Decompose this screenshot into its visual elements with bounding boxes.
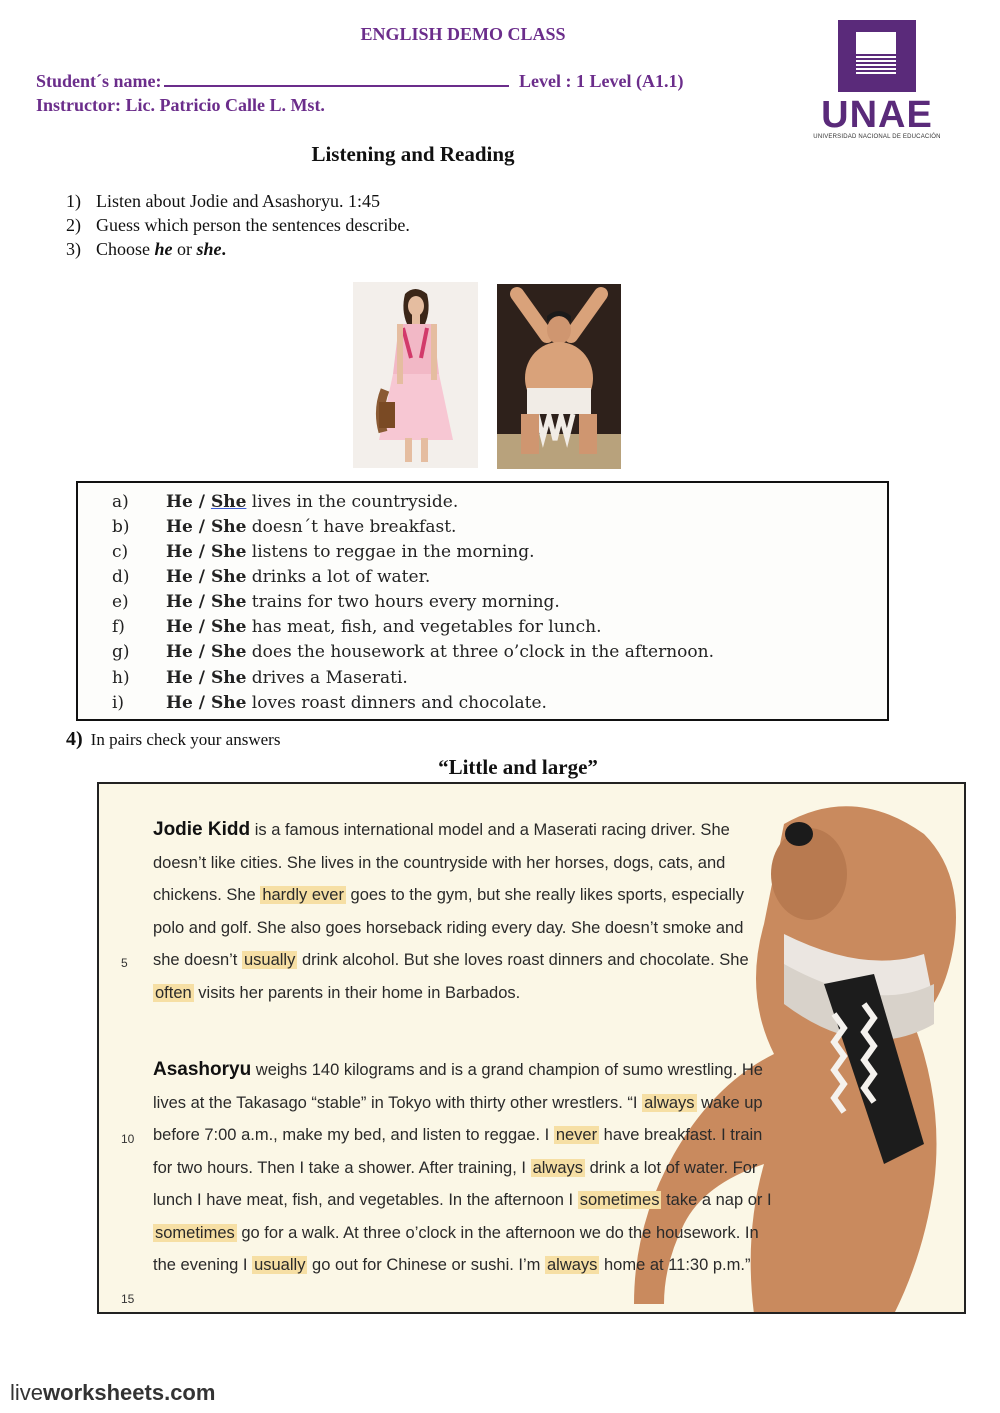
he-option[interactable]: He bbox=[166, 492, 193, 512]
sentence-item: g) He / She does the housework at three o’clock in the afternoon. bbox=[112, 642, 714, 662]
instruction-item: 3) Choose he or she. bbox=[66, 239, 227, 259]
sentence-item: h) He / She drives a Maserati. bbox=[112, 668, 408, 688]
she-option[interactable]: She bbox=[210, 668, 247, 688]
instructions-list bbox=[66, 189, 410, 261]
student-name-blank[interactable] bbox=[164, 71, 509, 87]
sentence-item: c) He / She listens to reggae in the morning. bbox=[112, 542, 535, 562]
sentence-item: f) He / She has meat, fish, and vegetables for lunch. bbox=[112, 617, 602, 637]
she-option[interactable]: She bbox=[210, 617, 247, 637]
logo-subtitle: UNIVERSIDAD NACIONAL DE EDUCACIÓN bbox=[813, 134, 941, 140]
class-title: ENGLISH DEMO CLASS bbox=[360, 24, 566, 44]
instructor-line: Instructor: Lic. Patricio Calle L. Mst. bbox=[36, 95, 325, 115]
she-option[interactable]: She bbox=[210, 592, 247, 612]
she-option[interactable]: She bbox=[210, 642, 247, 662]
instruction-item: 2) Guess which person the sentences describe. bbox=[66, 215, 410, 235]
unae-logo bbox=[810, 20, 944, 142]
liveworksheets-footer: liveworksheets.com bbox=[10, 1380, 216, 1405]
she-option[interactable]: She bbox=[210, 542, 247, 562]
she-option[interactable]: She bbox=[210, 492, 247, 512]
she-option[interactable]: She bbox=[210, 693, 247, 713]
he-option[interactable]: He bbox=[166, 517, 193, 537]
sentence-item: b) He / She doesn´t have breakfast. bbox=[112, 517, 457, 537]
logo-wordmark: UNAE bbox=[821, 94, 933, 136]
asashoryu-paragraph: Asashoryu weighs 140 kilograms and is a grand champion of sumo wrestling. He lives at the Takasago “stable” in Tokyo with thirty other wrestlers. “I always wake up before 7:00 a.m., make my bed, and listen to reggae. I never have breakfast. I train for two hours. Then I take a shower. After training, I always drink a lot of water. For lunch I have meat, fish, and vegetables. In the afternoon I sometimes take a nap or I sometimes go for a walk. At three o’clock in the afternoon we do the housework. In the evening I usually go out for Chinese or sushi. I’m always home at 11:30 p.m.” bbox=[153, 1059, 772, 1274]
jodie-paragraph: Jodie Kidd is a famous international model and a Maserati racing driver. She doesn’t like cities. She lives in the countryside with her horses, dogs, cats, and chickens. She hardly ever goes to the gym, but she really likes sports, especially polo and golf. She also goes horseback riding every day. She doesn’t smoke and she doesn’t usually drink alcohol. But she loves roast dinners and chocolate. She often visits her parents in their home in Barbados. bbox=[153, 819, 749, 1002]
he-option[interactable]: He bbox=[166, 567, 193, 587]
level-label: Level : 1 Level (A1.1) bbox=[519, 71, 684, 91]
line-number: 10 bbox=[121, 1132, 135, 1146]
sentence-item: e) He / She trains for two hours every morning. bbox=[112, 592, 560, 612]
reading-title: “Little and large” bbox=[438, 755, 598, 779]
he-option[interactable]: He bbox=[166, 542, 193, 562]
sentence-item: a) He / She lives in the countryside. bbox=[112, 492, 459, 512]
she-option[interactable]: She bbox=[210, 517, 247, 537]
line-number: 5 bbox=[121, 956, 128, 970]
sumo-photo bbox=[497, 284, 621, 469]
sentence-item: d) He / She drinks a lot of water. bbox=[112, 567, 431, 587]
he-option[interactable]: He bbox=[166, 617, 193, 637]
he-option[interactable]: He bbox=[166, 693, 193, 713]
question-4: 4) In pairs check your answers bbox=[66, 728, 281, 750]
he-option[interactable]: He bbox=[166, 592, 193, 612]
instruction-item: 1) Listen about Jodie and Asashoryu. 1:45 bbox=[66, 191, 380, 211]
he-option[interactable]: He bbox=[166, 642, 193, 662]
sentence-item: i) He / She loves roast dinners and chocolate. bbox=[112, 693, 547, 713]
he-option[interactable]: He bbox=[166, 668, 193, 688]
student-name-label: Student´s name: bbox=[36, 71, 162, 91]
sentences-box bbox=[76, 481, 889, 721]
jodie-photo bbox=[353, 282, 478, 468]
line-number: 15 bbox=[121, 1292, 135, 1306]
logo-mark bbox=[838, 20, 916, 92]
student-line bbox=[36, 71, 683, 92]
section-title: Listening and Reading bbox=[311, 142, 515, 166]
she-option[interactable]: She bbox=[210, 567, 247, 587]
reading-passage bbox=[97, 782, 966, 1314]
